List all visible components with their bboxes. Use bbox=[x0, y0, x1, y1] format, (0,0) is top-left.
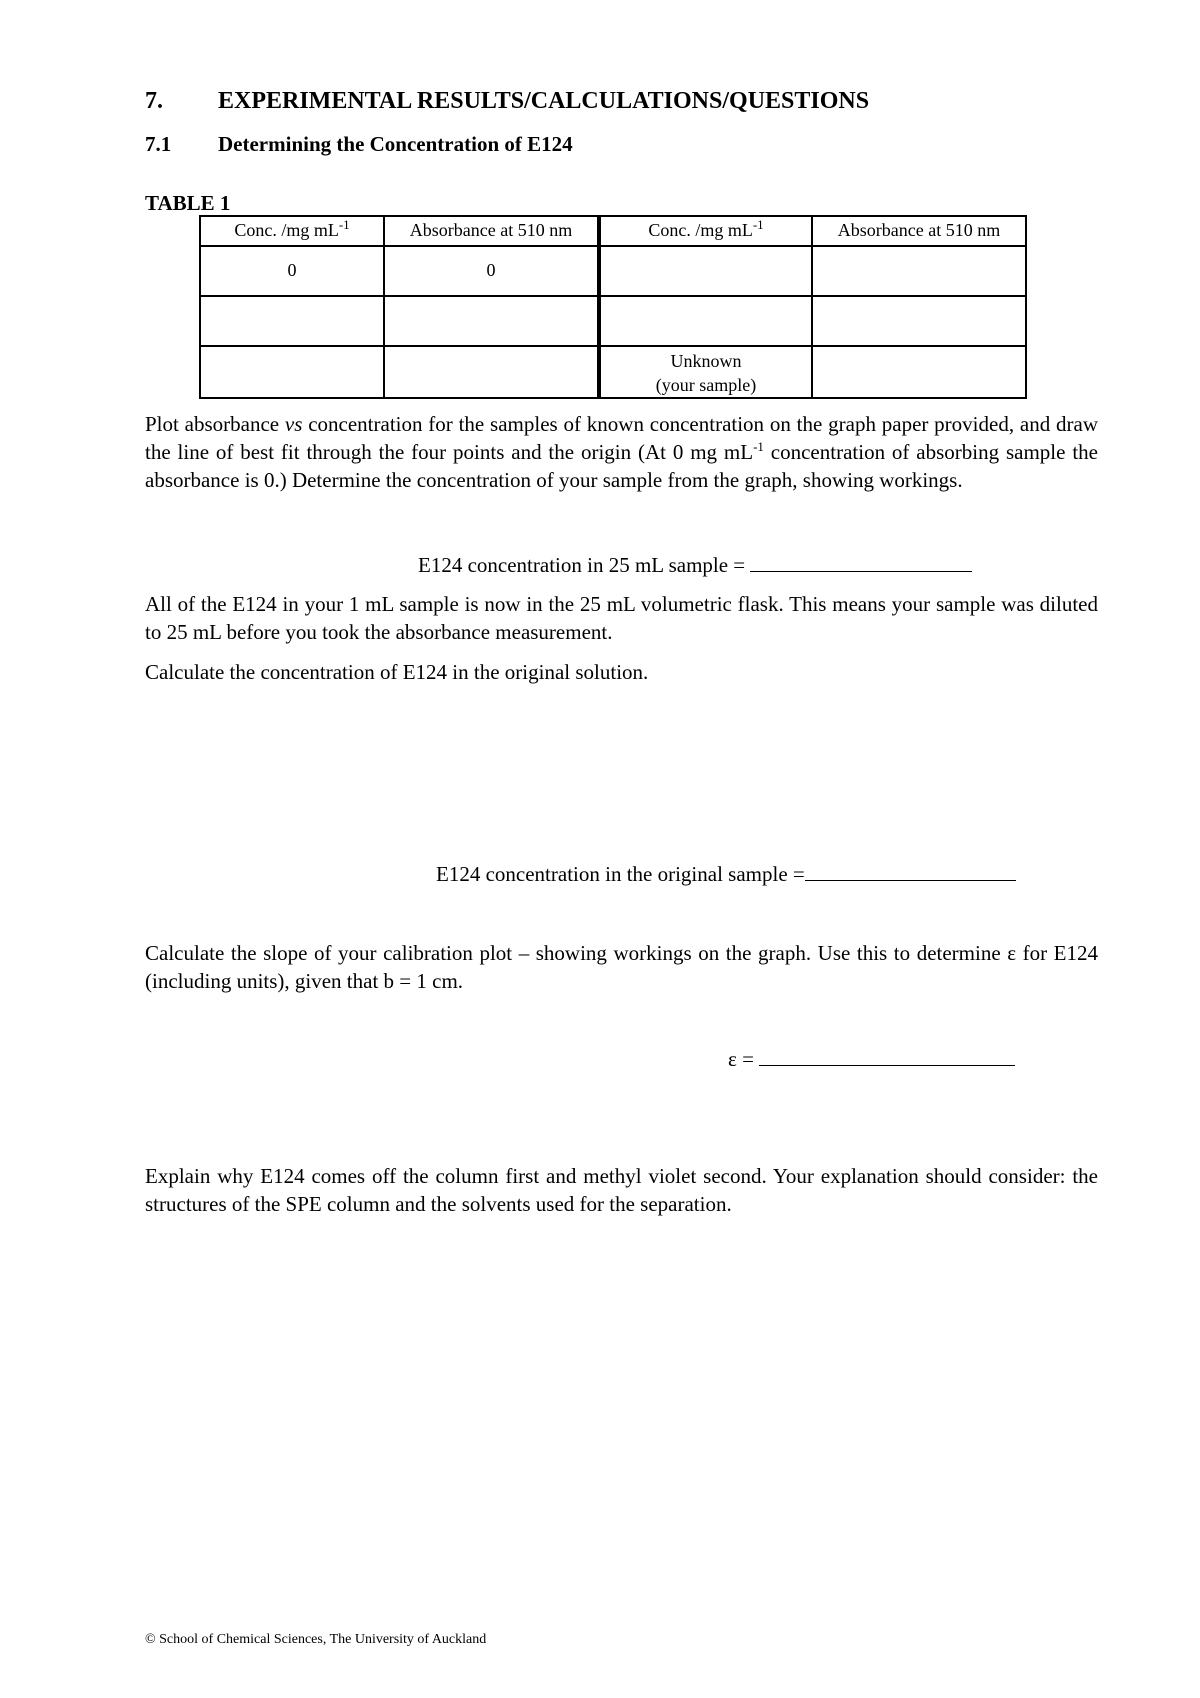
table-row bbox=[200, 346, 1026, 398]
header-absorbance: Absorbance at 510 nm bbox=[384, 216, 599, 246]
table-cell bbox=[812, 246, 1026, 296]
table-label: TABLE 1 bbox=[145, 191, 231, 215]
section-title: EXPERIMENTAL RESULTS/CALCULATIONS/QUESTIONS bbox=[218, 88, 870, 114]
footer-copyright: © School of Chemical Sciences, The University of Auckland bbox=[145, 1632, 487, 1647]
result-original-line bbox=[436, 860, 1016, 887]
subsection-heading bbox=[145, 132, 573, 157]
explain-question: Explain why E124 comes off the column first and methyl violet second. Your explanation should consider: the structures of the SPE column and the solvents used for the separation. bbox=[145, 1164, 1098, 1216]
results-table bbox=[199, 215, 1027, 399]
section-heading bbox=[145, 88, 869, 115]
table-cell bbox=[812, 296, 1026, 346]
unknown-sample-cell: Unknown (your sample) bbox=[599, 346, 812, 398]
answer-blank[interactable] bbox=[750, 551, 972, 572]
result-25ml-label: E124 concentration in 25 mL sample = bbox=[418, 553, 751, 577]
table-cell bbox=[599, 246, 812, 296]
calculate-instruction: Calculate the concentration of E124 in the original solution. bbox=[145, 660, 649, 684]
plot-instructions: Plot absorbance vs concentration for the samples of known concentration on the graph paper provided, and draw the line of best fit through the four points and the origin (At 0 mg $mL^{-1}$ concentration of absorbing sample the absorbance is 0.) Determine the concentration of your sample from the graph, showing workings. bbox=[145, 412, 1098, 492]
subsection-title: Determining the Concentration of E124 bbox=[218, 132, 573, 156]
dilution-explanation: All of the E124 in your 1 mL sample is now in the 25 mL volumetric flask. This means your sample was diluted to 25 mL before you took the absorbance measurement. bbox=[145, 592, 1098, 644]
result-original-label: E124 concentration in the original sample = bbox=[436, 862, 805, 886]
table-header-row bbox=[200, 216, 1026, 246]
section-number: 7. bbox=[145, 88, 163, 114]
table-cell bbox=[812, 346, 1026, 398]
answer-blank[interactable] bbox=[805, 860, 1016, 881]
header-conc: Conc. /mg $mL^{-1}$ bbox=[599, 216, 812, 246]
table-cell bbox=[200, 296, 384, 346]
table-cell: 0 bbox=[384, 246, 599, 296]
table-cell bbox=[384, 346, 599, 398]
table-cell bbox=[384, 296, 599, 346]
table-cell bbox=[200, 346, 384, 398]
table-row bbox=[200, 246, 1026, 296]
subsection-number: 7.1 bbox=[145, 132, 172, 156]
slope-instruction: Calculate the slope of your calibration plot – showing workings on the graph. Use this to determine ε for E124 (including units), given that b = 1 cm. bbox=[145, 941, 1098, 993]
epsilon-label: ε = bbox=[728, 1047, 760, 1071]
result-25ml-line bbox=[418, 551, 972, 578]
epsilon-result-line bbox=[728, 1045, 1015, 1072]
table-row bbox=[200, 296, 1026, 346]
answer-blank[interactable] bbox=[759, 1045, 1015, 1066]
header-absorbance: Absorbance at 510 nm bbox=[812, 216, 1026, 246]
table-cell bbox=[599, 296, 812, 346]
table-cell: 0 bbox=[200, 246, 384, 296]
header-conc: Conc. /mg $mL^{-1}$ bbox=[200, 216, 384, 246]
